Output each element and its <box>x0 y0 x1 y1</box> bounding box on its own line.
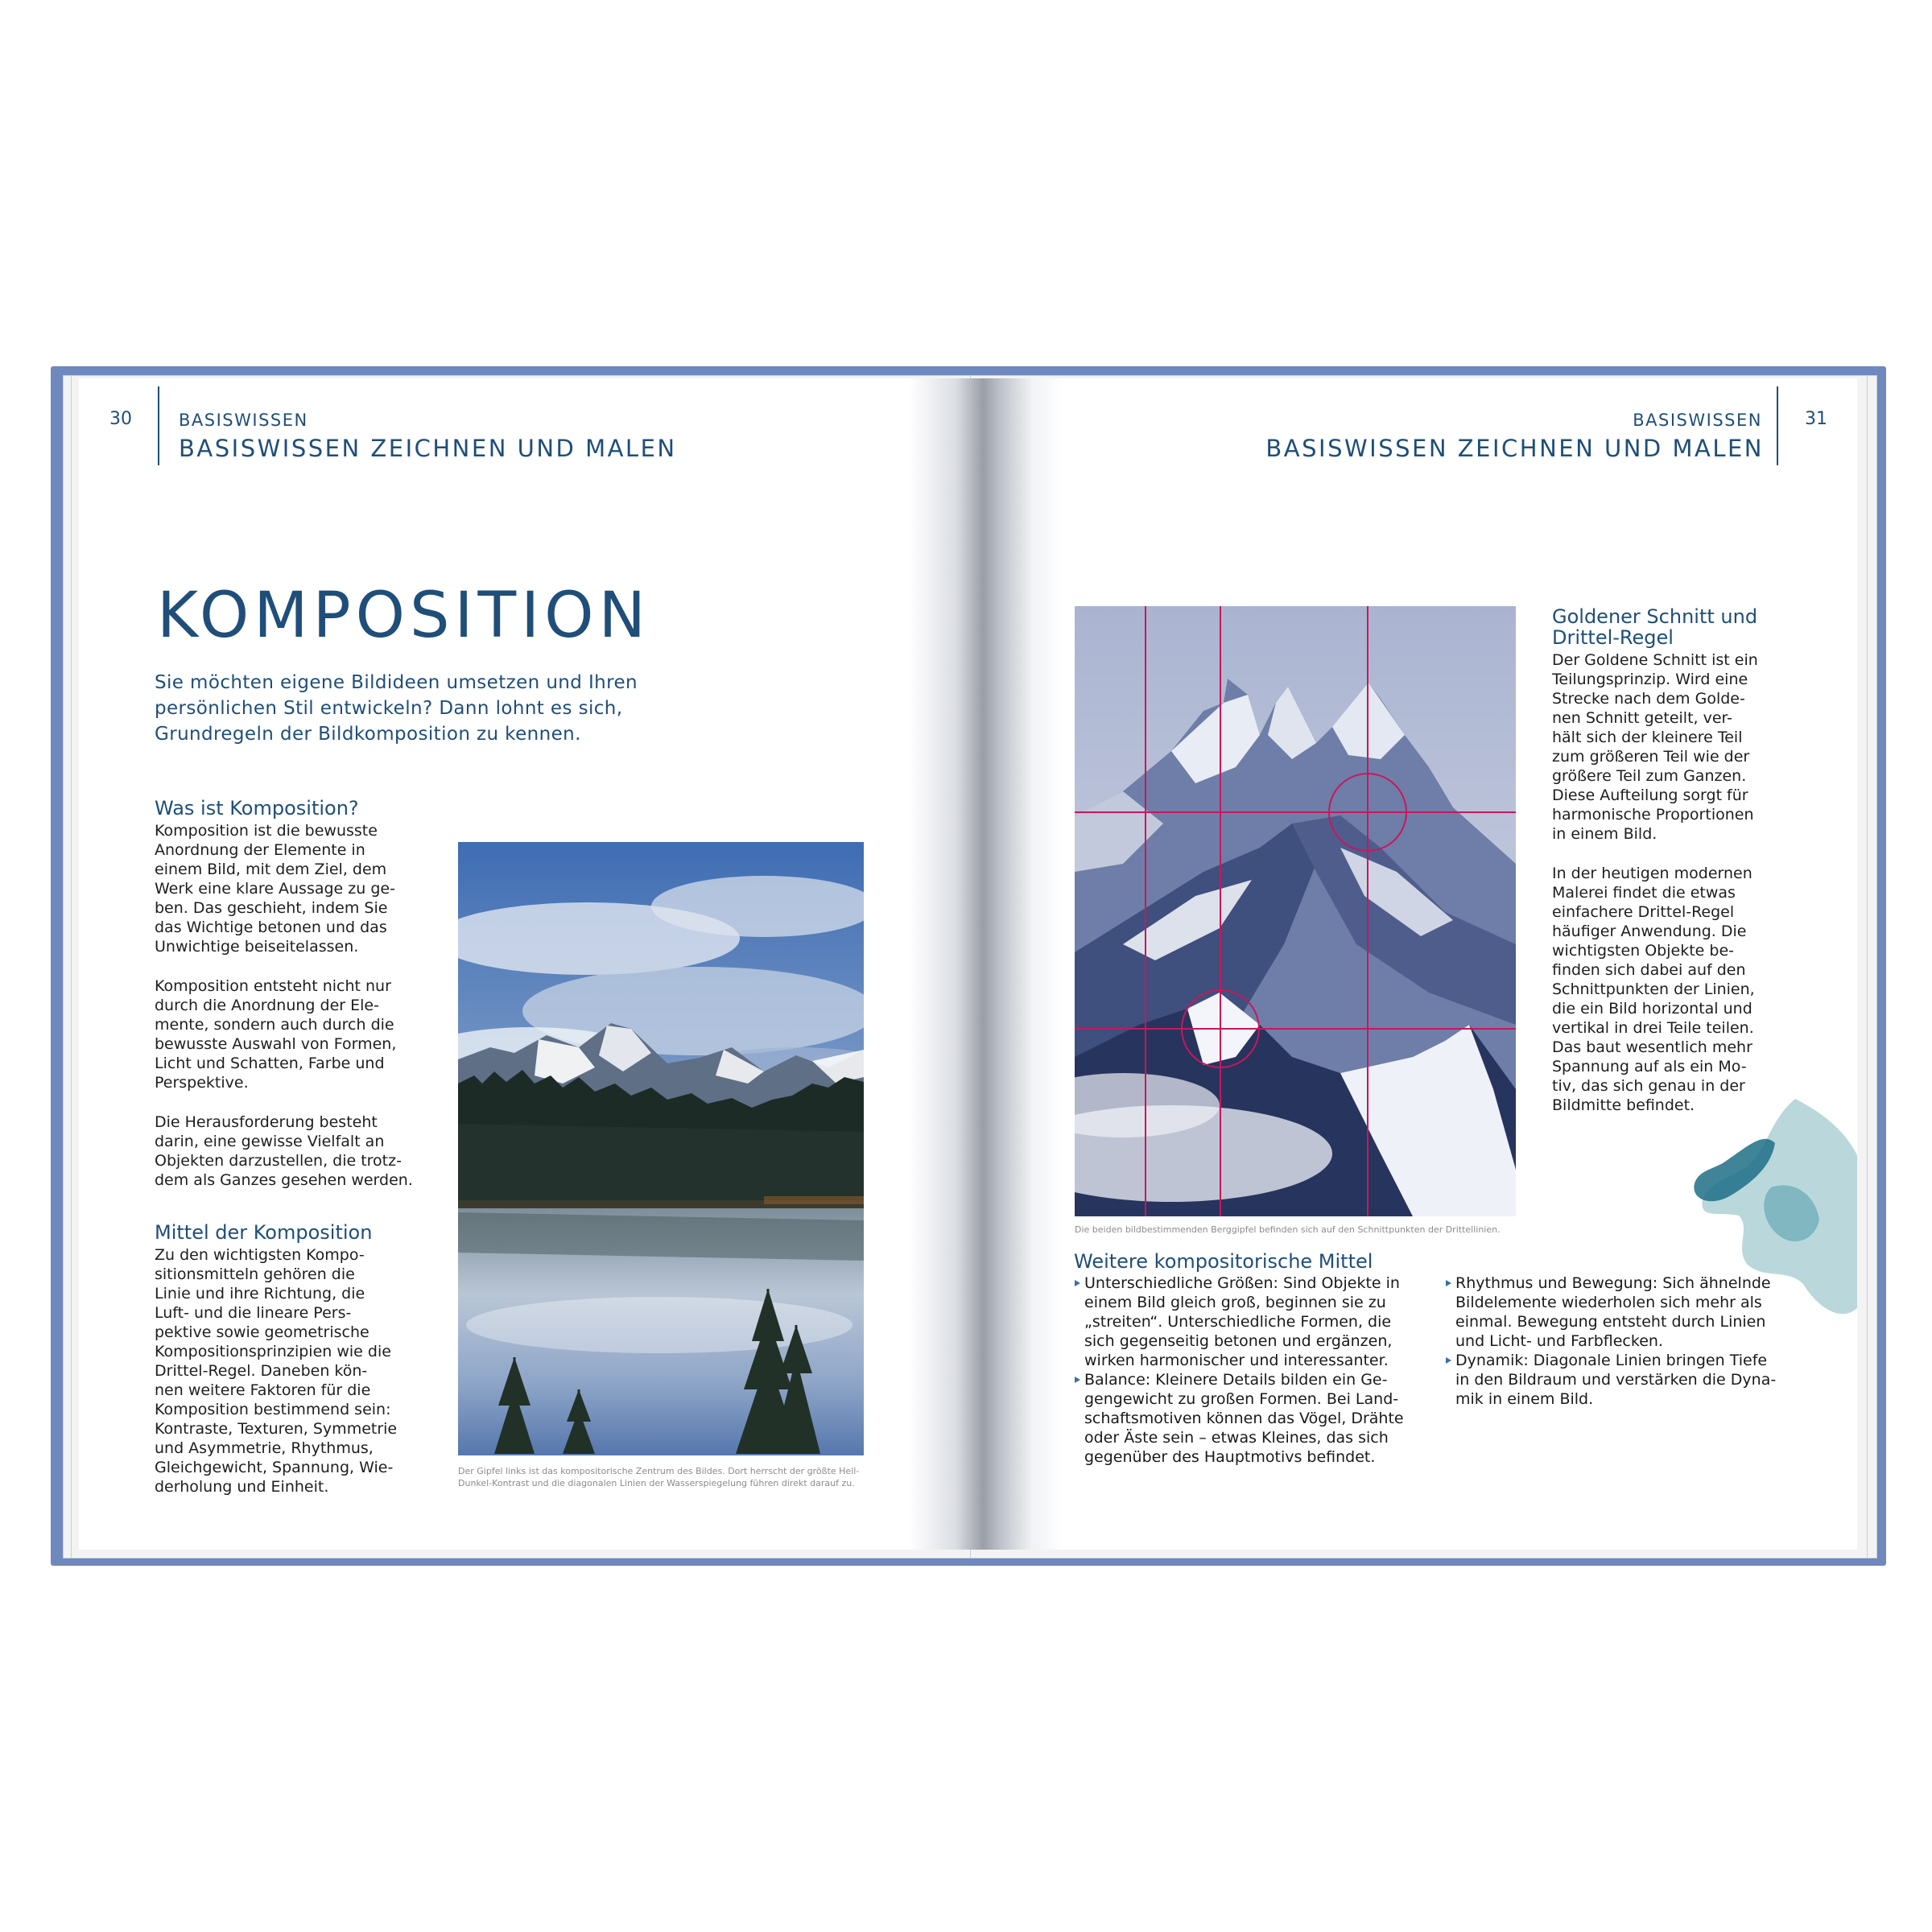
bullet-list-right <box>1445 1274 1799 1409</box>
section-paragraph: Die Herausforderung besteht darin, eine gewisse Vielfalt an Objekten darzustellen, die trotz- dem als Ganzes gesehen werden. <box>155 1113 413 1189</box>
bullet-list-left <box>1074 1274 1428 1467</box>
book-gutter-shadow <box>910 378 1063 1550</box>
section-heading-was-ist-komposition: Was ist Komposition? <box>155 797 359 819</box>
running-kicker: BASISWISSEN <box>179 411 308 430</box>
header-separator <box>1777 386 1778 465</box>
section-heading-mittel-der-komposition: Mittel der Komposition <box>155 1221 373 1244</box>
mountain-painting-svg <box>1075 606 1516 1216</box>
header-separator <box>158 386 159 465</box>
section-paragraph: Zu den wichtigsten Kompo- sitionsmitteln gehören die Linie und ihre Richtung, die Luft- und die lineare Pers- pektive sowie geometrische Kompositionsprinzipien wie die Drittel-Regel. Daneben kön- nen weitere Faktoren für die Komposition bestimmend sein: Kontraste, Texturen, Symmetrie und Asymmetrie, Rhythmus, Gleichgewicht, Spannung, Wie- derholung und Einheit. <box>155 1246 398 1496</box>
right-page <box>974 378 1857 1550</box>
bullet-item: Balance: Kleinere Details bilden ein Ge- gengewicht zu großen Formen. Bei Land- schaftsmotiven können das Vögel, Drähte oder Äste sein – etwas Kleines, das sich gegenüber des Hauptmotivs befindet. <box>1074 1370 1428 1467</box>
sidebar-heading-goldener-schnitt: Goldener Schnitt und Drittel-Regel <box>1552 605 1758 649</box>
sidebar-paragraph: In der heutigen modernen Malerei findet die etwas einfachere Drittel-Regel häufiger Anwendung. Die wichtigsten Objekte be- finden sich dabei auf den Schnittpunkten der Linien, die ein Bild horizontal und vertikal in drei Teile teilen. Das baut wesentlich mehr Spannung auf als ein Mo- tiv, das sich genau in der Bildmitte befindet. <box>1552 865 1755 1114</box>
image-caption: Die beiden bildbestimmenden Berggipfel befinden sich auf den Schnittpunkten der Drittellinien. <box>1075 1224 1501 1235</box>
bullet-item: Rhythmus und Bewegung: Sich ähnelnde Bildelemente wiederholen sich mehr als einmal. Bewegung entsteht durch Linien und Licht- und Farbflecken. <box>1445 1274 1799 1351</box>
running-header-title: BASISWISSEN ZEICHNEN UND MALEN <box>179 435 677 462</box>
lake-painting-svg <box>458 842 864 1455</box>
page-number: 31 <box>1805 409 1827 429</box>
running-header-title: BASISWISSEN ZEICHNEN UND MALEN <box>1265 435 1764 462</box>
bullet-item: Unterschiedliche Größen: Sind Objekte in einem Bild gleich groß, beginnen sie zu „streiten“. Unterschiedliche Formen, die sich gegenseitig betonen und ergänzen, wirken harmonischer und interessanter. <box>1074 1274 1428 1370</box>
chapter-lead: Sie möchten eigene Bildideen umsetzen und Ihren persönlichen Stil entwickeln? Dann lohnt es sich, Grundregeln der Bildkomposition zu kennen. <box>155 672 638 745</box>
page-number: 30 <box>109 409 132 429</box>
section-heading-weitere-mittel: Weitere kompositorische Mittel <box>1074 1250 1373 1273</box>
section-paragraph: Komposition entsteht nicht nur durch die Anordnung der Ele- mente, sondern auch durch die bewusste Auswahl von Formen, Licht und Schatten, Farbe und Perspektive. <box>155 977 397 1092</box>
bullet-item: Dynamik: Diagonale Linien bringen Tiefe in den Bildraum und verstärken die Dyna- mik in einem Bild. <box>1445 1351 1799 1409</box>
running-kicker: BASISWISSEN <box>1633 411 1762 430</box>
mountain-painting-thirds-grid <box>1075 606 1516 1216</box>
section-paragraph: Komposition ist die bewusste Anordnung der Elemente in einem Bild, mit dem Ziel, dem Werk eine klare Aussage zu ge- ben. Das geschieht, indem Sie das Wichtige betonen und das Unwichtige beiseitelassen. <box>155 822 395 956</box>
sidebar-paragraph: Der Goldene Schnitt ist ein Teilungsprinzip. Wird eine Strecke nach dem Golde- nen Schnitt geteilt, ver- hält sich der kleinere Teil zum größeren Teil wie der größere Teil zum Ganzen. Diese Aufteilung sorgt für harmonische Proportionen in einem Bild. <box>1552 651 1758 843</box>
chapter-title: KOMPOSITION <box>157 580 650 652</box>
lake-mountain-painting <box>458 842 864 1455</box>
image-caption: Der Gipfel links ist das kompositorische Zentrum des Bildes. Dort herrscht der größte Hell-Dunkel-Kontrast und die diagonalen Linien der Wasserspiegelung führen direkt darauf zu. <box>458 1466 860 1488</box>
left-page <box>79 378 982 1550</box>
